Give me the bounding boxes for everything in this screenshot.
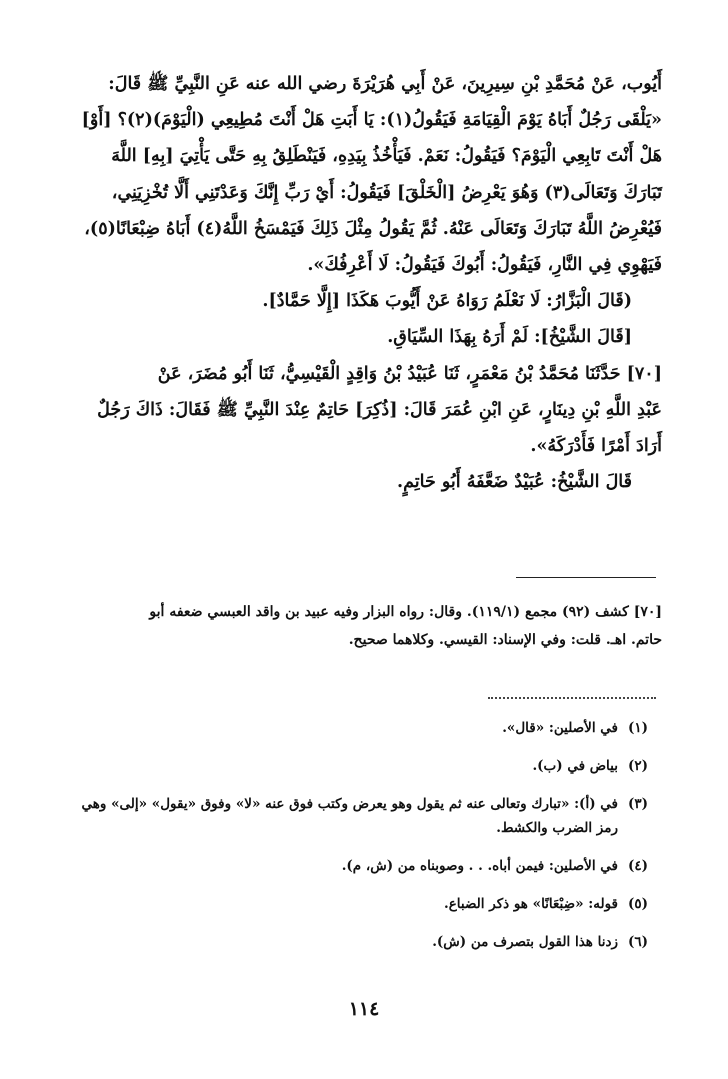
footnote-number: (٣) [627,796,648,812]
footnote [68,716,648,740]
footnote-number: (٢) [627,758,648,774]
takhrij-note [72,598,662,654]
hadith-line: أَرَادَ أَمْرًا فَأَدْرَكَهُ». [530,436,662,457]
text-line: تَبَارَكَ وَتَعَالَى(٣) وَهُوَ يَعْرِضُ [الْخَلْقَ] فَيَقُولُ: أَيْ رَبِّ إِنَّكَ وَعَدْتَنِي أَلَّا تُخْزِيَنِي، [111,182,662,203]
bazzar-comment: (قَالَ الْبَزَّارُ: لَا نَعْلَمُ رَوَاهُ عَنْ أَيُّوبَ هَكَذَا [إِلَّا حَمَّادٌ]. [262,291,632,312]
page-number: ١١٤ [348,998,380,1020]
footnote-text: بياض في (ب). [532,758,618,774]
footnote-text: زدنا هذا القول بتصرف من (ش). [432,934,618,950]
footnote [68,892,648,916]
footnote [68,930,648,954]
hadith-line: عَبْدِ اللَّهِ بْنِ دِينَارٍ، عَنِ ابْنِ عُمَرَ قَالَ: [ذُكِرَ] حَاتِمٌ عِنْدَ النَّبِيِّ ﷺ فَقَالَ: ذَاكَ رَجُلٌ [97,399,662,420]
footnote-number: (٦) [627,934,648,950]
hadith-line: [٧٠] حَدَّثَنَا مُحَمَّدُ بْنُ مَعْمَرٍ، ثَنَا عُبَيْدُ بْنُ وَاقِدٍ الْقَيْسِيُّ، ثَنَا أَبُو مُضَرَ، عَنْ [157,363,662,384]
footnote [68,854,648,878]
footnote-text: قوله: «ضِبْعَانًا» هو ذكر الضباع. [444,896,618,912]
footnote-text: في الأصلين: «قال». [502,720,618,736]
takhrij-line: [٧٠] كشف (٩٢) مجمع (١١٩/١). وقال: رواه البزار وفيه عبيد بن واقد العبسي ضعفه أبو [149,604,662,620]
footnote [68,754,648,778]
footnotes [68,716,648,968]
footnote-number: (٥) [627,896,648,912]
text-line: فَيُعْرِضُ اللَّهُ تَبَارَكَ وَتَعَالَى عَنْهُ. ثُمَّ يَقُولُ مِثْلَ ذَلِكَ فَيَمْسَخُ اللَّهُ(٤) أَبَاهُ ضِبْعَانًا(٥)، [84,218,662,239]
footnote-number: (١) [627,720,648,736]
text-line: أَيُوب، عَنْ مُحَمَّدِ بْنِ سِيرِينَ، عَنْ أَبِي هُرَيْرَةَ رضي الله عنه عَنِ النَّبِيِّ ﷺ قَالَ: [108,74,662,94]
main-text [78,66,662,500]
text-line: هَلْ أَنْتَ تَابِعِي الْيَوْمَ؟ فَيَقُولُ: نَعَمْ. فَيَأْخُذُ بِيَدِهِ، فَيَنْطَلِقُ بِهِ حَتَّى يَأْتِيَ [بِهِ] اللَّهَ [111,146,662,167]
footnote-text: في (أ): «تبارك وتعالى عنه ثم يقول وهو يعرض وكتب فوق عنه «لا» وفوق «يقول» «إلى» وهي رمز الضرب والكشط. [81,796,618,836]
shaykh-comment: قَالَ الشَّيْخُ: عُبَيْدٌ ضَعَّفَهُ أَبُو حَاتِمٍ. [397,472,632,493]
footnote [68,792,648,840]
footnote-number: (٤) [627,858,648,874]
separator-rule [516,577,656,578]
dotted-separator [488,697,656,699]
text-line: فَيَهْوِي فِي النَّارِ، فَيَقُولُ: أَبُوكَ فَيَقُولُ: لَا أَعْرِفُكَ». [307,255,662,276]
text-line: «يَلْقَى رَجُلٌ أَبَاهُ يَوْمَ الْقِيَامَةِ فَيَقُولُ(١): يَا أَبَتِ هَلْ أَنْتَ مُطِيعِي (الْيَوْمَ)(٢)؟ [أَوْ] [81,110,662,131]
shaykh-comment: [قَالَ الشَّيْخُ]: لَمْ أَرَهُ بِهَذَا السِّيَاقِ. [387,327,632,348]
takhrij-line: حاتم. اهـ. قلت: وفي الإسناد: القيسي. وكلاهما صحيح. [348,632,662,648]
footnote-text: في الأصلين: فيمن أباه. . . وصوبناه من (ش، م). [341,858,618,874]
